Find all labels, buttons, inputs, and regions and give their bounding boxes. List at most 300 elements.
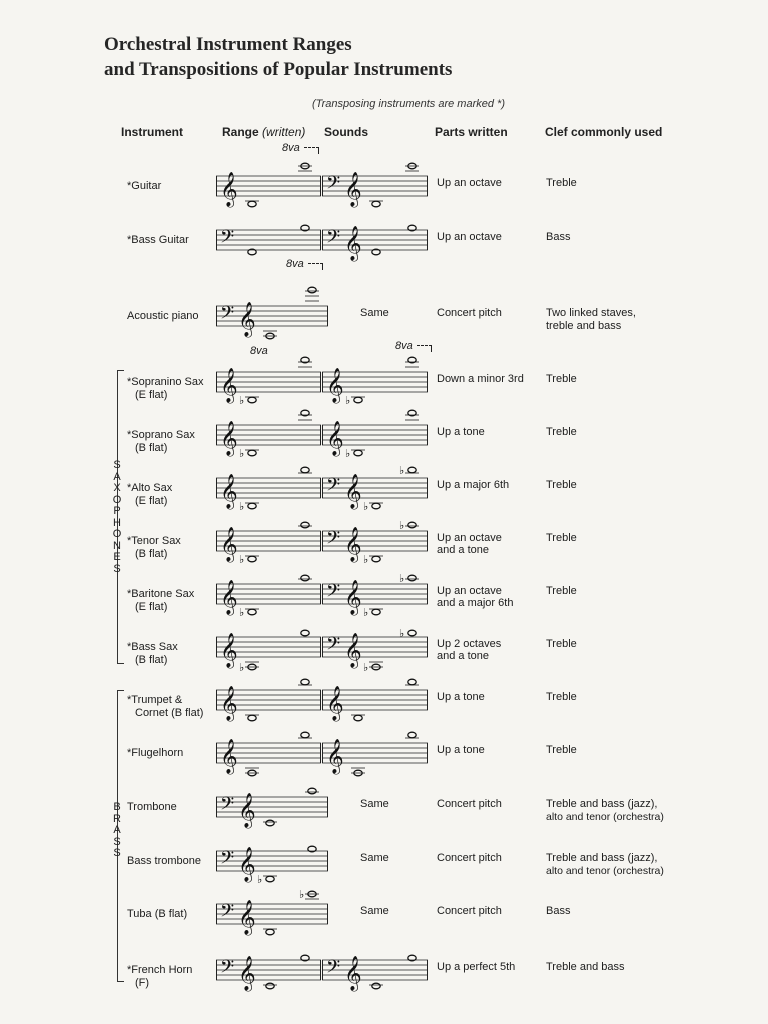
treble-clef-icon: 𝄞 xyxy=(344,226,362,261)
header-parts-written: Parts written xyxy=(435,125,508,139)
high-range-note xyxy=(301,575,309,581)
instrument-name xyxy=(127,429,227,455)
sounds-staff xyxy=(322,417,428,460)
clef-used xyxy=(546,373,716,386)
treble-clef-icon: 𝄞 xyxy=(344,172,362,207)
instrument-name-line: *Baritone Sax xyxy=(127,588,195,600)
written-staff xyxy=(216,576,321,619)
parts-written xyxy=(437,479,509,491)
barline xyxy=(320,584,321,604)
clef-used-line: Treble xyxy=(546,532,577,544)
parts-written-line: Up an octave xyxy=(437,585,502,597)
high-range-note xyxy=(301,467,309,473)
written-staff xyxy=(216,222,321,262)
parts-written-line: Up a tone xyxy=(437,744,485,756)
clef-used-line: alto and tenor (orchestra) xyxy=(546,865,664,877)
flat-sign-icon: ♭ xyxy=(239,553,245,566)
barline xyxy=(320,690,321,710)
flat-sign-icon: ♭ xyxy=(239,447,245,460)
instrument-name-line: *Bass Sax xyxy=(127,641,178,653)
high-range-note xyxy=(408,630,416,636)
written-range xyxy=(216,952,321,997)
sounds-same-label: Same xyxy=(360,798,389,810)
instrument-name-line: *Alto Sax xyxy=(127,482,173,494)
barline xyxy=(216,797,217,817)
parts-written xyxy=(437,532,502,556)
sounding-range xyxy=(322,464,428,515)
low-range-note xyxy=(372,201,380,207)
barline xyxy=(427,743,428,763)
barline xyxy=(216,637,217,657)
barline xyxy=(216,960,217,980)
parts-written xyxy=(437,426,485,438)
barline xyxy=(322,637,323,657)
clef-used xyxy=(546,744,716,757)
parts-written-line: Down a minor 3rd xyxy=(437,373,524,385)
low-range-note xyxy=(372,556,380,562)
treble-clef-icon: 𝄞 xyxy=(238,956,256,991)
ottava-mark: 8va xyxy=(282,142,300,154)
instrument-row xyxy=(0,464,768,521)
treble-clef-icon: 𝄞 xyxy=(344,474,362,509)
instrument-row xyxy=(0,787,768,840)
instrument-name xyxy=(127,535,227,561)
clef-used-line: Treble xyxy=(546,373,577,385)
flat-sign-icon: ♭ xyxy=(239,606,245,619)
barline xyxy=(427,176,428,196)
parts-written-line: Concert pitch xyxy=(437,798,502,810)
barline xyxy=(320,960,321,980)
treble-clef-icon: 𝄞 xyxy=(326,368,344,403)
barline xyxy=(427,584,428,604)
low-range-note xyxy=(372,609,380,615)
written-range xyxy=(216,843,328,888)
written-staff xyxy=(216,735,321,775)
instrument-name xyxy=(127,641,227,667)
barline xyxy=(427,637,428,657)
barline xyxy=(322,743,323,763)
parts-written xyxy=(437,905,502,917)
barline xyxy=(216,851,217,871)
treble-clef-icon: 𝄞 xyxy=(220,686,238,721)
written-range xyxy=(216,789,328,834)
parts-written-line: Up an octave xyxy=(437,177,502,189)
clef-used xyxy=(546,307,716,333)
barline xyxy=(216,478,217,498)
instrument-name-line: *Sopranino Sax xyxy=(127,376,204,388)
barline xyxy=(322,478,323,498)
high-range-note xyxy=(408,467,416,473)
header-range xyxy=(222,125,305,139)
barline xyxy=(320,230,321,250)
barline xyxy=(427,425,428,445)
ottava-mark: 8va xyxy=(250,345,268,357)
sounds-staff xyxy=(322,952,428,992)
parts-written-line: Up 2 octaves xyxy=(437,638,502,650)
transposing-note: (Transposing instruments are marked *) xyxy=(312,98,505,110)
clef-used xyxy=(546,691,716,704)
clef-used-line: alto and tenor (orchestra) xyxy=(546,811,664,823)
instrument-row xyxy=(0,220,768,273)
written-staff xyxy=(216,682,321,722)
sounds-staff xyxy=(322,572,428,619)
instrument-name-line: Bass trombone xyxy=(127,855,201,867)
instrument-name xyxy=(127,694,227,720)
high-range-note xyxy=(308,287,316,293)
instrument-row xyxy=(0,841,768,894)
flat-sign-icon: ♭ xyxy=(399,519,405,532)
written-range xyxy=(216,682,321,727)
bass-clef-icon: 𝄢 xyxy=(220,957,235,982)
parts-written xyxy=(437,373,524,385)
written-range xyxy=(216,888,328,941)
instrument-name xyxy=(127,747,227,760)
instrument-row xyxy=(0,166,768,219)
parts-written-line: and a tone xyxy=(437,544,489,556)
written-staff xyxy=(216,789,328,829)
sounding-range xyxy=(322,168,428,213)
treble-clef-icon: 𝄞 xyxy=(220,739,238,774)
instrument-name-line: *Guitar xyxy=(127,180,162,192)
barline xyxy=(427,690,428,710)
clef-used xyxy=(546,532,716,545)
flat-sign-icon: ♭ xyxy=(239,500,245,513)
high-range-note xyxy=(408,679,416,685)
barline xyxy=(322,960,323,980)
parts-written xyxy=(437,961,515,973)
treble-clef-icon: 𝄞 xyxy=(220,633,238,668)
sounds-staff xyxy=(322,519,428,566)
title-line-1: Orchestral Instrument Ranges xyxy=(104,34,352,55)
instrument-row xyxy=(0,415,768,468)
clef-used-line: Treble and bass (jazz), xyxy=(546,798,658,810)
clef-used xyxy=(546,479,716,492)
parts-written-line: and a tone xyxy=(437,650,489,662)
parts-written-line: Concert pitch xyxy=(437,307,502,319)
written-staff xyxy=(216,364,321,407)
flat-sign-icon: ♭ xyxy=(239,394,245,407)
treble-clef-icon: 𝄞 xyxy=(220,421,238,456)
sounds-staff xyxy=(322,627,428,674)
barline xyxy=(216,230,217,250)
clef-used-line: treble and bass xyxy=(546,320,622,332)
clef-used-line: Treble and bass xyxy=(546,961,625,973)
flat-sign-icon: ♭ xyxy=(345,447,351,460)
low-range-note xyxy=(266,983,274,989)
bass-clef-icon: 𝄢 xyxy=(326,475,341,500)
instrument-row xyxy=(0,362,768,415)
sounds-staff xyxy=(322,464,428,513)
written-staff xyxy=(216,952,321,992)
high-range-note xyxy=(408,522,416,528)
barline xyxy=(320,372,321,392)
instrument-name-line: *Bass Guitar xyxy=(127,234,189,246)
instrument-name xyxy=(127,376,227,402)
brass-group-label: BRASS xyxy=(113,801,121,859)
parts-written-line: Up a tone xyxy=(437,426,485,438)
clef-used-line: Treble xyxy=(546,638,577,650)
barline xyxy=(216,176,217,196)
header-sounds: Sounds xyxy=(324,125,368,139)
written-staff xyxy=(216,417,321,460)
low-range-note xyxy=(372,983,380,989)
barline xyxy=(320,637,321,657)
ottava-mark: 8va xyxy=(286,258,304,270)
bass-clef-icon: 𝄢 xyxy=(220,848,235,873)
low-range-note xyxy=(248,609,256,615)
barline xyxy=(320,478,321,498)
sounds-same-label: Same xyxy=(360,905,389,917)
instrument-subname: Cornet (B flat) xyxy=(135,707,204,719)
ottava-line xyxy=(304,147,319,154)
instrument-row xyxy=(0,627,768,680)
written-staff xyxy=(216,523,321,566)
sounding-range xyxy=(322,735,428,780)
parts-written-line: Concert pitch xyxy=(437,905,502,917)
barline xyxy=(427,372,428,392)
flat-sign-icon: ♭ xyxy=(363,661,369,674)
barline xyxy=(327,904,328,924)
instrument-row xyxy=(0,296,768,349)
parts-written xyxy=(437,691,485,703)
instrument-subname: (F) xyxy=(135,977,150,989)
instrument-row xyxy=(0,888,768,947)
treble-clef-icon: 𝄞 xyxy=(344,633,362,668)
parts-written-line: Up a tone xyxy=(437,691,485,703)
parts-written-line: Up a major 6th xyxy=(437,479,510,491)
instrument-name xyxy=(127,310,227,323)
instrument-name xyxy=(127,482,227,508)
treble-clef-icon: 𝄞 xyxy=(220,474,238,509)
ottava-line xyxy=(417,345,432,352)
written-range xyxy=(216,417,321,462)
barline xyxy=(327,306,328,326)
instrument-name-line: *Trumpet & xyxy=(127,694,183,706)
written-range xyxy=(216,222,321,267)
clef-used xyxy=(546,852,716,878)
sounds-same-label: Same xyxy=(360,852,389,864)
instrument-name xyxy=(127,234,227,247)
instrument-name-line: *Flugelhorn xyxy=(127,747,184,759)
high-range-note xyxy=(301,522,309,528)
low-range-note xyxy=(372,503,380,509)
sounding-range xyxy=(322,629,428,674)
barline xyxy=(320,176,321,196)
clef-used xyxy=(546,177,716,190)
high-range-note xyxy=(408,575,416,581)
sounds-staff xyxy=(322,735,428,775)
instrument-name-line: *Soprano Sax xyxy=(127,429,195,441)
ottava-mark: 8va xyxy=(395,340,413,352)
bass-clef-icon: 𝄢 xyxy=(326,957,341,982)
barline xyxy=(327,851,328,871)
written-range xyxy=(216,629,321,674)
flat-sign-icon: ♭ xyxy=(239,661,245,674)
instrument-row xyxy=(0,680,768,733)
parts-written-line: and a major 6th xyxy=(437,597,514,609)
barline xyxy=(427,960,428,980)
clef-used-line: Treble xyxy=(546,177,577,189)
flat-sign-icon: ♭ xyxy=(399,464,405,477)
barline xyxy=(216,425,217,445)
barline xyxy=(216,743,217,763)
instrument-name xyxy=(127,588,227,614)
sounds-staff xyxy=(322,168,428,208)
sounding-range xyxy=(322,417,428,462)
treble-clef-icon: 𝄞 xyxy=(220,368,238,403)
page-title xyxy=(104,32,452,82)
instrument-subname: (B flat) xyxy=(135,442,168,454)
written-staff xyxy=(216,843,328,886)
parts-written-line: Up a perfect 5th xyxy=(437,961,516,973)
treble-clef-icon: 𝄞 xyxy=(326,739,344,774)
instrument-name-line: Acoustic piano xyxy=(127,310,199,322)
parts-written-line: Up an octave xyxy=(437,532,502,544)
treble-clef-icon: 𝄞 xyxy=(344,527,362,562)
low-range-note xyxy=(248,503,256,509)
written-range xyxy=(216,470,321,515)
header-range-label: Range xyxy=(222,125,259,139)
parts-written xyxy=(437,177,502,189)
sounding-range xyxy=(322,572,428,621)
flat-sign-icon: ♭ xyxy=(363,500,369,513)
parts-written xyxy=(437,852,502,864)
sounding-range xyxy=(322,682,428,727)
barline xyxy=(216,904,217,924)
low-range-note xyxy=(248,450,256,456)
sounds-same-label: Same xyxy=(360,307,389,319)
sounds-staff xyxy=(322,364,428,407)
flat-sign-icon: ♭ xyxy=(257,873,263,886)
flat-sign-icon: ♭ xyxy=(363,606,369,619)
bass-clef-icon: 𝄢 xyxy=(326,227,341,252)
barline xyxy=(322,531,323,551)
low-range-note xyxy=(354,450,362,456)
bass-clef-icon: 𝄢 xyxy=(326,581,341,606)
bass-clef-icon: 𝄢 xyxy=(326,173,341,198)
clef-used-line: Bass xyxy=(546,905,571,917)
sounding-range xyxy=(322,222,428,267)
parts-written xyxy=(437,307,502,319)
instrument-name-line: Trombone xyxy=(127,801,177,813)
low-range-note xyxy=(266,929,274,935)
barline xyxy=(320,425,321,445)
low-range-note xyxy=(266,876,274,882)
sounding-range xyxy=(322,952,428,997)
instrument-name-line: Tuba (B flat) xyxy=(127,908,188,920)
parts-written xyxy=(437,585,513,609)
barline xyxy=(320,531,321,551)
barline xyxy=(216,584,217,604)
instrument-row xyxy=(0,574,768,627)
clef-used xyxy=(546,961,716,974)
low-range-note xyxy=(266,820,274,826)
barline xyxy=(322,230,323,250)
instrument-subname: (E flat) xyxy=(135,495,168,507)
instrument-name xyxy=(127,855,227,868)
clef-used-line: Treble xyxy=(546,479,577,491)
written-range xyxy=(216,523,321,568)
low-range-note xyxy=(248,556,256,562)
treble-clef-icon: 𝄞 xyxy=(326,421,344,456)
bass-clef-icon: 𝄢 xyxy=(326,634,341,659)
sounds-staff xyxy=(322,222,428,262)
written-range xyxy=(216,735,321,780)
clef-used-line: Treble and bass (jazz), xyxy=(546,852,658,864)
treble-clef-icon: 𝄞 xyxy=(238,302,256,337)
bass-clef-icon: 𝄢 xyxy=(220,794,235,819)
clef-used xyxy=(546,426,716,439)
parts-written xyxy=(437,798,502,810)
barline xyxy=(216,690,217,710)
high-range-note xyxy=(408,732,416,738)
instrument-subname: (E flat) xyxy=(135,389,168,401)
high-range-note xyxy=(301,732,309,738)
instrument-subname: (B flat) xyxy=(135,654,168,666)
clef-used xyxy=(546,638,716,651)
flat-sign-icon: ♭ xyxy=(363,553,369,566)
sounding-range xyxy=(322,364,428,409)
barline xyxy=(320,743,321,763)
flat-sign-icon: ♭ xyxy=(399,572,405,585)
clef-used-line: Bass xyxy=(546,231,571,243)
instrument-name xyxy=(127,180,227,193)
treble-clef-icon: 𝄞 xyxy=(344,580,362,615)
barline xyxy=(427,230,428,250)
high-range-note xyxy=(301,679,309,685)
instrument-subname: (B flat) xyxy=(135,548,168,560)
barline xyxy=(216,306,217,326)
header-range-written: (written) xyxy=(262,125,306,139)
clef-used-line: Treble xyxy=(546,426,577,438)
clef-used xyxy=(546,798,716,824)
parts-written xyxy=(437,231,502,243)
parts-written-line: Up an octave xyxy=(437,231,502,243)
saxophones-group-label: SAXOPHONES xyxy=(112,459,122,575)
parts-written xyxy=(437,744,485,756)
instrument-name xyxy=(127,908,227,921)
treble-clef-icon: 𝄞 xyxy=(220,580,238,615)
sounds-staff xyxy=(322,682,428,722)
barline xyxy=(427,478,428,498)
written-range xyxy=(216,364,321,409)
parts-written-line: Concert pitch xyxy=(437,852,502,864)
treble-clef-icon: 𝄞 xyxy=(220,172,238,207)
barline xyxy=(427,531,428,551)
instrument-name-line: *French Horn xyxy=(127,964,193,976)
bass-clef-icon: 𝄢 xyxy=(326,528,341,553)
barline xyxy=(322,372,323,392)
instrument-subname: (E flat) xyxy=(135,601,168,613)
clef-used-line: Treble xyxy=(546,585,577,597)
instrument-name xyxy=(127,801,227,814)
treble-clef-icon: 𝄞 xyxy=(238,900,256,935)
high-range-note xyxy=(301,630,309,636)
instrument-row xyxy=(0,521,768,574)
bass-clef-icon: 𝄢 xyxy=(220,303,235,328)
instrument-name xyxy=(127,964,227,990)
title-line-2: and Transpositions of Popular Instruments xyxy=(104,59,453,80)
high-range-note xyxy=(308,788,316,794)
clef-used-line: Treble xyxy=(546,744,577,756)
low-range-note xyxy=(354,715,362,721)
barline xyxy=(216,531,217,551)
treble-clef-icon: 𝄞 xyxy=(326,686,344,721)
clef-used xyxy=(546,231,716,244)
sounding-range xyxy=(322,519,428,568)
barline xyxy=(327,797,328,817)
header-clef: Clef commonly used xyxy=(545,125,663,139)
